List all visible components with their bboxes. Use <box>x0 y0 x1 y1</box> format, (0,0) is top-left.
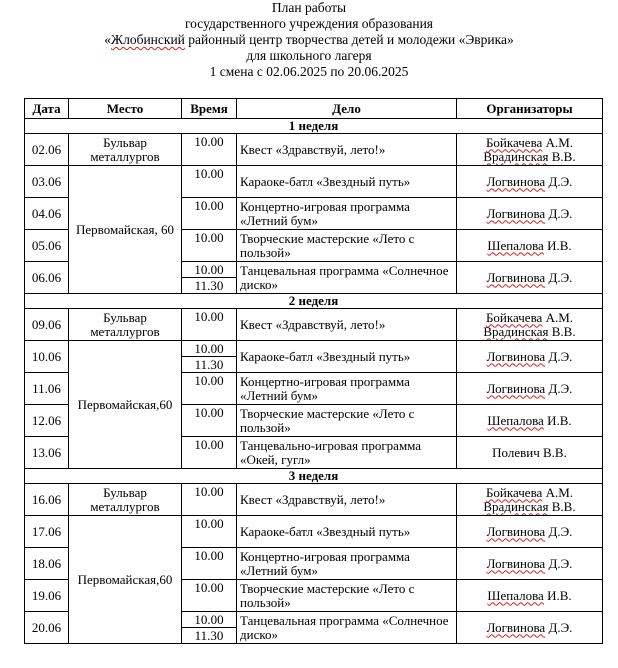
organizer-initials: А.М. <box>542 484 574 500</box>
date-cell: 16.06 <box>25 484 69 516</box>
organizer-cell <box>457 516 603 548</box>
activity-cell: Караоке-батл «Звездный путь» <box>237 166 457 198</box>
organizer-initials: Д.Э. <box>545 269 573 285</box>
date-cell: 11.06 <box>25 373 69 405</box>
organizer-cell <box>457 484 603 516</box>
table-row <box>25 166 603 198</box>
time-cell: 10.00 <box>182 198 237 230</box>
date-cell: 17.06 <box>25 516 69 548</box>
organizer-surname: Бойкачева <box>485 309 543 325</box>
organizer-surname: Логвинова <box>486 619 546 635</box>
table-row <box>25 341 603 357</box>
organizer-cell <box>457 230 603 262</box>
table-row <box>25 484 603 516</box>
schedule-body <box>25 99 603 644</box>
organizer-initials: Д.Э. <box>545 555 573 571</box>
organizer-surname: Логвинова <box>486 348 546 364</box>
place-cell: Первомайская,60 <box>69 516 182 644</box>
organizer-surname: Логвинова <box>486 269 546 285</box>
week-header-row <box>25 119 603 134</box>
activity-cell: Квест «Здравствуй, лето!» <box>237 484 457 516</box>
time-cell: 10.00 <box>182 373 237 405</box>
organizer-initials: В.В. <box>548 498 576 514</box>
activity-cell: Танцевально-игровая программа «Окей, гугл» <box>237 437 457 469</box>
date-cell: 10.06 <box>25 341 69 373</box>
organizer-surname: Логвинова <box>486 555 546 571</box>
time-cell: 10.00 <box>182 230 237 262</box>
date-cell: 13.06 <box>25 437 69 469</box>
col-activity-header: Дело <box>237 99 457 119</box>
organizer-cell <box>457 373 603 405</box>
date-cell: 06.06 <box>25 262 69 294</box>
organizer-initials: И.В. <box>543 237 572 253</box>
time-cell: 11.30 <box>182 278 237 294</box>
week-header-row <box>25 294 603 309</box>
organizer-initials: А.М. <box>542 309 574 325</box>
activity-cell: Творческие мастерские «Лето с пользой» <box>237 405 457 437</box>
time-cell: 10.00 <box>182 437 237 469</box>
organizer-surname: Шепалова <box>487 412 544 428</box>
header-camp: для школьного лагеря <box>246 48 372 63</box>
organizer-initials: И.В. <box>543 412 572 428</box>
organizer-cell <box>457 548 603 580</box>
place-cell: Бульвар металлургов <box>69 484 182 516</box>
date-cell: 09.06 <box>25 309 69 341</box>
organizer-surname: Бойкачева <box>485 484 543 500</box>
place-cell: Первомайская,60 <box>69 341 182 469</box>
organizer-surname: Шепалова <box>487 587 544 603</box>
organizer-initials: Д.Э. <box>545 619 573 635</box>
place-cell: Бульвар металлургов <box>69 309 182 341</box>
activity-cell: Концертно-игровая программа «Летний бум» <box>237 198 457 230</box>
organizer-surname: Бойкачева <box>485 134 543 150</box>
time-cell: 10.00 <box>182 166 237 198</box>
organizer-cell <box>457 341 603 373</box>
organizer-surname: Шепалова <box>487 237 544 253</box>
time-cell: 10.00 <box>182 341 237 357</box>
table-row <box>25 516 603 548</box>
organizer-cell <box>457 198 603 230</box>
organizer-surname: Логвинова <box>486 523 546 539</box>
organizer-initials: Д.Э. <box>545 205 573 221</box>
col-place-header: Место <box>69 99 182 119</box>
date-cell: 18.06 <box>25 548 69 580</box>
time-cell: 11.30 <box>182 357 237 373</box>
activity-cell: Танцевальная программа «Солнечное диско» <box>237 262 457 294</box>
date-cell: 02.06 <box>25 134 69 166</box>
organizer-cell <box>457 262 603 294</box>
document-header <box>0 0 618 80</box>
time-cell: 10.00 <box>182 262 237 278</box>
header-title: План работы <box>271 0 347 15</box>
time-cell: 10.00 <box>182 580 237 612</box>
week-title: 2 неделя <box>25 294 603 309</box>
time-cell: 11.30 <box>182 628 237 644</box>
organizer-cell <box>457 166 603 198</box>
table-row <box>25 309 603 341</box>
organizer-cell <box>457 437 603 469</box>
activity-cell: Концертно-игровая программа «Летний бум» <box>237 548 457 580</box>
activity-cell: Концертно-игровая программа «Летний бум» <box>237 373 457 405</box>
place-cell: Бульвар металлургов <box>69 134 182 166</box>
date-cell: 04.06 <box>25 198 69 230</box>
organizer-initials: Д.Э. <box>545 173 573 189</box>
place-cell: Первомайская, 60 <box>69 166 182 294</box>
header-center-name: «Жлобинский районный центр творчества детей и молодежи «Эврика» <box>104 32 514 47</box>
date-cell: 12.06 <box>25 405 69 437</box>
table-header-row <box>25 99 603 119</box>
time-cell: 10.00 <box>182 548 237 580</box>
time-cell: 10.00 <box>182 612 237 628</box>
time-cell: 10.00 <box>182 484 237 516</box>
organizer-initials: В.В. <box>548 323 576 339</box>
organizer-surname: Врадинская <box>483 148 549 164</box>
organizer-surname: Врадинская <box>483 323 549 339</box>
time-cell: 10.00 <box>182 405 237 437</box>
header-session: 1 смена с 02.06.2025 по 20.06.2025 <box>209 64 409 79</box>
col-time-header: Время <box>182 99 237 119</box>
col-organizers-header: Организаторы <box>457 99 603 119</box>
organizer-initials: А.М. <box>542 134 574 150</box>
date-cell: 05.06 <box>25 230 69 262</box>
organizer-cell <box>457 134 603 166</box>
col-date-header: Дата <box>25 99 69 119</box>
spellcheck-flagged-word: Жлобинский <box>111 32 185 47</box>
activity-cell: Творческие мастерские «Лето с пользой» <box>237 230 457 262</box>
activity-cell: Квест «Здравствуй, лето!» <box>237 134 457 166</box>
week-title: 3 неделя <box>25 469 603 484</box>
schedule-table <box>24 98 603 644</box>
table-row <box>25 134 603 166</box>
activity-cell: Творческие мастерские «Лето с пользой» <box>237 580 457 612</box>
organizer-surname: Логвинова <box>486 380 546 396</box>
organizer-cell <box>457 612 603 644</box>
date-cell: 19.06 <box>25 580 69 612</box>
time-cell: 10.00 <box>182 309 237 341</box>
organizer-cell <box>457 309 603 341</box>
organizer-surname: Логвинова <box>486 173 546 189</box>
week-header-row <box>25 469 603 484</box>
organizer-surname: Врадинская <box>483 498 549 514</box>
activity-cell: Квест «Здравствуй, лето!» <box>237 309 457 341</box>
time-cell: 10.00 <box>182 516 237 548</box>
organizer-initials: Д.Э. <box>545 348 573 364</box>
time-cell: 10.00 <box>182 134 237 166</box>
organizer-cell <box>457 580 603 612</box>
week-title: 1 неделя <box>25 119 603 134</box>
date-cell: 03.06 <box>25 166 69 198</box>
organizer-surname: Логвинова <box>486 205 546 221</box>
organizer-initials: В.В. <box>548 148 576 164</box>
activity-cell: Караоке-батл «Звездный путь» <box>237 516 457 548</box>
organizer-cell <box>457 405 603 437</box>
activity-cell: Караоке-батл «Звездный путь» <box>237 341 457 373</box>
activity-cell: Танцевальная программа «Солнечное диско» <box>237 612 457 644</box>
organizer-initials: Д.Э. <box>545 380 573 396</box>
organizer-initials: Д.Э. <box>545 523 573 539</box>
organizer-name: Полевич В.В. <box>492 444 567 460</box>
organizer-initials: И.В. <box>543 587 572 603</box>
date-cell: 20.06 <box>25 612 69 644</box>
header-institution: государственного учреждения образования <box>184 16 434 31</box>
